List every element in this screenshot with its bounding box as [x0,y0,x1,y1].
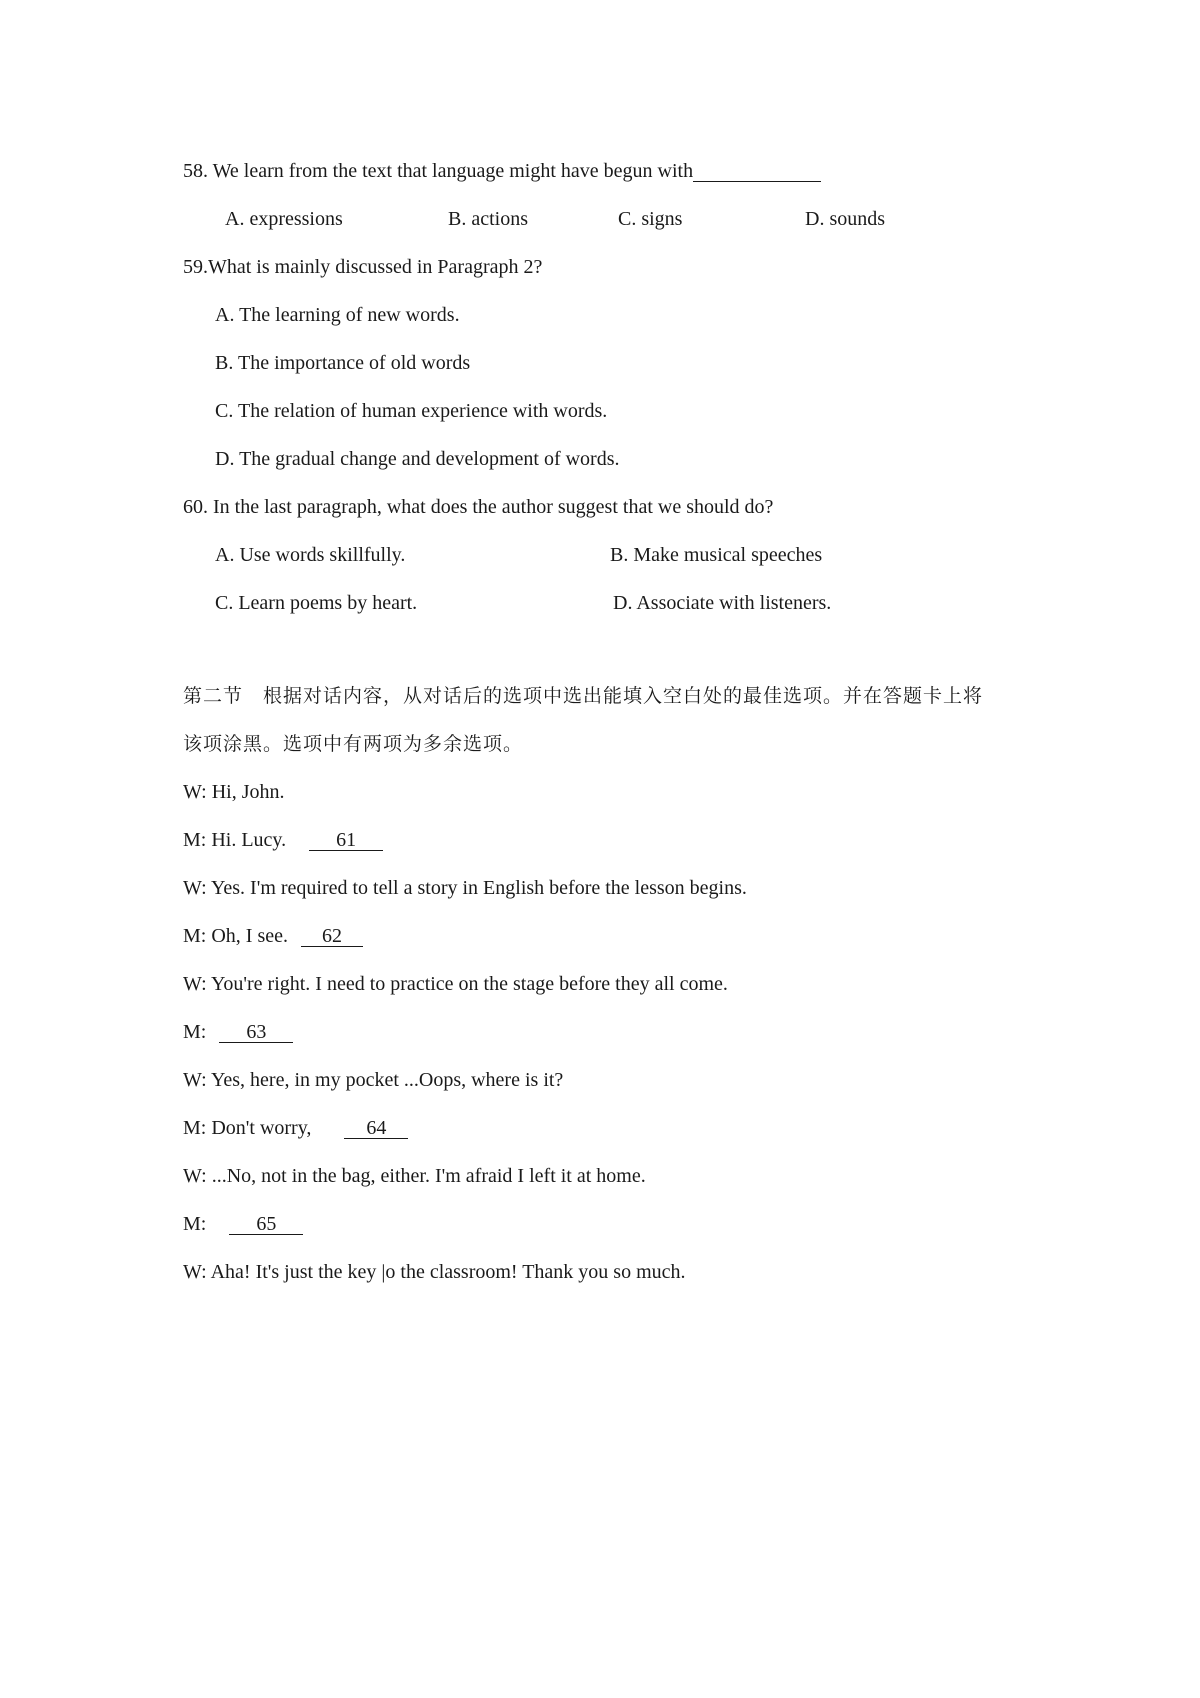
dialogue-text: W: ...No, not in the bag, either. I'm afraid I left it at home. [183,1165,646,1187]
answer-blank-58 [693,161,821,182]
section-2-instruction-line2: 该项涂黑。选项中有两项为多余选项。 [183,733,524,755]
option-59-d: D. The gradual change and development of words. [215,448,620,470]
dialogue-text: M: Hi. Lucy. [183,829,287,851]
option-60-c: C. Learn poems by heart. [215,592,418,614]
dialogue-line [183,971,1080,997]
dialogue-line [183,1211,1080,1237]
option-59-a: A. The learning of new words. [215,304,460,326]
dialogue-line [183,1019,1080,1045]
option-58-a: A. expressions [225,208,343,230]
option-60-d: D. Associate with listeners. [613,592,832,614]
answer-blank-64: 64 [344,1118,408,1139]
dialogue-text: M: Don't worry, [183,1117,312,1139]
dialogue-line [183,1259,1080,1285]
question-58-text: 58. We learn from the text that language might have begun with [183,160,694,182]
answer-blank-62: 62 [301,926,363,947]
question-59-stem: 59.What is mainly discussed in Paragraph 2? [183,256,543,278]
option-60-b: B. Make musical speeches [610,544,823,566]
option-59-c: C. The relation of human experience with words. [215,400,608,422]
answer-blank-63: 63 [219,1022,293,1043]
section-2-instruction-line1: 第二节 根据对话内容，从对话后的选项中选出能填入空白处的最佳选项。并在答题卡上将 [183,685,984,707]
dialogue-text: W: Aha! It's just the key |o the classroom! Thank you so much. [183,1261,686,1283]
option-58-d: D. sounds [805,208,886,230]
dialogue-text: W: Hi, John. [183,781,285,803]
dialogue-line [183,1163,1080,1189]
dialogue-text: W: Yes. I'm required to tell a story in English before the lesson begins. [183,877,747,899]
option-58-c: C. signs [618,208,683,230]
dialogue-text: M: Oh, I see. [183,925,288,947]
question-58-stem [183,158,1080,184]
dialogue-line [183,1115,1080,1141]
answer-blank-61: 61 [309,830,383,851]
answer-blank-65: 65 [229,1214,303,1235]
dialogue-text: M: [183,1213,207,1235]
dialogue-line [183,779,1080,805]
dialogue-text: W: Yes, here, in my pocket ...Oops, where is it? [183,1069,564,1091]
option-60-a: A. Use words skillfully. [215,544,406,566]
question-60-stem: 60. In the last paragraph, what does the author suggest that we should do? [183,496,774,518]
dialogue-text: M: [183,1021,207,1043]
dialogue-line [183,875,1080,901]
option-58-b: B. actions [448,208,528,230]
option-59-b: B. The importance of old words [215,352,471,374]
dialogue-line [183,1067,1080,1093]
dialogue-line [183,923,1080,949]
dialogue-line [183,827,1080,853]
dialogue-text: W: You're right. I need to practice on the stage before they all come. [183,973,728,995]
